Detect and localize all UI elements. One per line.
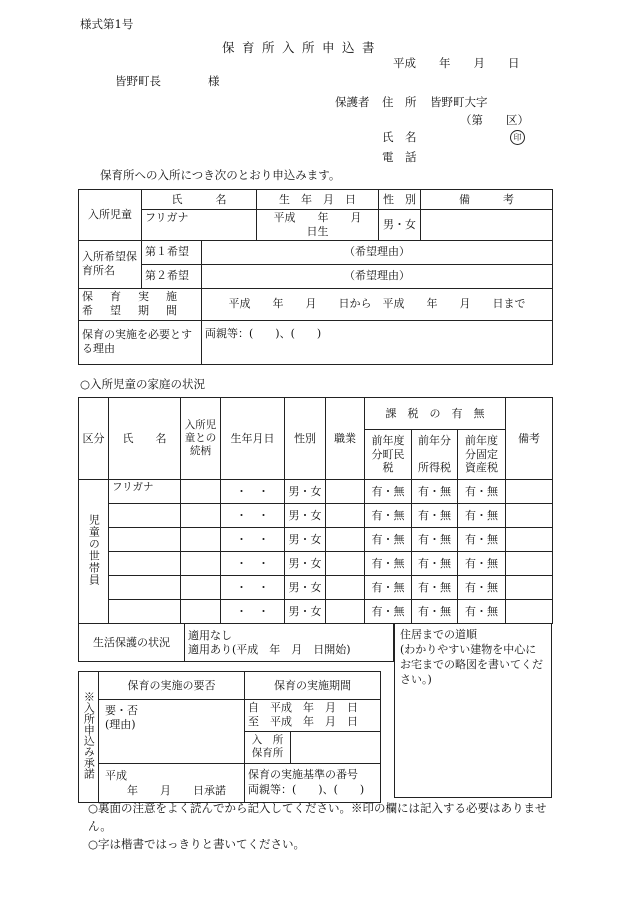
welfare-label: 生活保護の状況 — [79, 624, 185, 662]
form-number: 様式第1号 — [80, 17, 134, 31]
approval-date-era: 平成 — [105, 768, 127, 782]
member-relation-field[interactable] — [181, 504, 221, 528]
standard-number-field[interactable] — [245, 763, 381, 803]
seal-mark: 印 — [510, 129, 525, 145]
table-row — [79, 600, 553, 624]
welfare-option-none: 適用なし — [188, 628, 232, 642]
tax-municipal-header: 前年度分町民税 — [365, 430, 412, 480]
period-label: 保 育 実 施 希 望 期 間 — [79, 288, 202, 320]
member-note-field[interactable] — [506, 528, 553, 552]
member-birth-field[interactable]: ・ ・ — [221, 480, 285, 504]
member-note-field[interactable] — [506, 552, 553, 576]
preferred-facility-label: 入所希望保育所名 — [79, 240, 142, 288]
name-label: 氏 名 — [382, 130, 417, 144]
col-name-header: 氏 名 — [142, 190, 257, 210]
name-header: 氏 名 — [109, 398, 181, 480]
member-sex-field[interactable]: 男・女 — [285, 504, 326, 528]
route-instructions: (わかりやすい建物を中心にお宅までの略図を書いてください。) — [400, 642, 543, 686]
approval-date-value: 年 月 日承諾 — [127, 783, 226, 797]
member-sex-field[interactable]: 男・女 — [285, 528, 326, 552]
member-note-field[interactable] — [506, 480, 553, 504]
tax-header: 課 税 の 有 無 — [365, 398, 506, 430]
member-tax1-field[interactable]: 有・無 — [365, 528, 412, 552]
member-note-field[interactable] — [506, 576, 553, 600]
member-tax3-field[interactable]: 有・無 — [458, 576, 506, 600]
relation-header: 入所児童との続柄 — [181, 398, 221, 480]
second-choice-label: 第２希望 — [142, 264, 202, 288]
member-name-field[interactable] — [109, 576, 181, 600]
child-name-field[interactable] — [142, 210, 257, 241]
job-header: 職業 — [326, 398, 365, 480]
standard-number-value: 両親等：( )、( ) — [248, 782, 365, 796]
member-tax3-field[interactable]: 有・無 — [458, 552, 506, 576]
member-job-field[interactable] — [326, 504, 365, 528]
district-field: （第 区） — [460, 113, 529, 127]
member-name-field[interactable] — [109, 552, 181, 576]
member-job-field[interactable] — [326, 576, 365, 600]
member-relation-field[interactable] — [181, 528, 221, 552]
member-birth-field[interactable]: ・ ・ — [221, 552, 285, 576]
table-row — [79, 480, 553, 504]
member-tax3-field[interactable]: 有・無 — [458, 504, 506, 528]
kubun-header: 区分 — [79, 398, 109, 480]
table-row — [79, 576, 553, 600]
approval-date-field[interactable] — [99, 763, 245, 803]
need-field[interactable] — [99, 700, 245, 764]
member-job-field[interactable] — [326, 528, 365, 552]
col-birth-header: 生 年 月 日 — [257, 190, 379, 210]
table-row — [79, 528, 553, 552]
member-tax1-field[interactable]: 有・無 — [365, 504, 412, 528]
child-label: 入所児童 — [79, 190, 142, 241]
note-1: ○裏面の注意をよく読んでから記入してください。※印の欄には記入する必要はありません。 — [88, 801, 547, 833]
member-name-field[interactable] — [109, 600, 181, 624]
member-tax1-field[interactable]: 有・無 — [365, 576, 412, 600]
member-sex-field[interactable]: 男・女 — [285, 480, 326, 504]
household-label: 児童の世帯員 — [79, 480, 109, 624]
col-note-header: 備 考 — [421, 190, 553, 210]
tax-property-header: 前年度分固定資産税 — [458, 430, 506, 480]
first-choice-field[interactable]: （希望理由） — [202, 240, 553, 264]
member-tax2-field[interactable]: 有・無 — [412, 600, 458, 624]
member-name-field[interactable] — [109, 528, 181, 552]
period-to: 至 平成 年 月 日 — [248, 715, 358, 729]
member-tax1-field[interactable]: 有・無 — [365, 480, 412, 504]
application-table — [78, 189, 553, 365]
address-value: 皆野町大字 — [430, 95, 488, 109]
tax-income-header: 前年分 所得税 — [412, 430, 458, 480]
approval-period-field[interactable] — [245, 700, 381, 732]
member-birth-field[interactable]: ・ ・ — [221, 576, 285, 600]
member-tax2-field[interactable]: 有・無 — [412, 480, 458, 504]
member-job-field[interactable] — [326, 600, 365, 624]
welfare-table — [78, 623, 394, 662]
note-2: ○字は楷書ではっきりと書いてください。 — [88, 837, 306, 851]
second-choice-field[interactable]: （希望理由） — [202, 264, 553, 288]
member-name-field[interactable] — [109, 504, 181, 528]
need-reason-label: 保育の実施を必要とする理由 — [79, 320, 202, 364]
approval-side-label: ※入所申込み承諾 — [79, 672, 99, 803]
member-relation-field[interactable] — [181, 576, 221, 600]
member-note-field[interactable] — [506, 600, 553, 624]
member-sex-field[interactable]: 男・女 — [285, 552, 326, 576]
facility-label: 入 所保育所 — [245, 731, 291, 763]
member-birth-field[interactable]: ・ ・ — [221, 600, 285, 624]
need-value: 要・否 — [105, 704, 138, 717]
table-row — [79, 552, 553, 576]
need-header: 保育の実施の要否 — [99, 672, 245, 700]
first-choice-label: 第１希望 — [142, 240, 202, 264]
birth-header: 生年月日 — [221, 398, 285, 480]
member-tax3-field[interactable]: 有・無 — [458, 528, 506, 552]
member-relation-field[interactable] — [181, 600, 221, 624]
addressee: 皆野町長 — [115, 74, 161, 88]
standard-number-label: 保育の実施基準の番号 — [248, 768, 358, 782]
member-tax1-field[interactable]: 有・無 — [365, 552, 412, 576]
furigana-label: フリガナ — [145, 211, 189, 224]
sex-header: 性別 — [285, 398, 326, 480]
need-reason-field[interactable]: 両親等：( )、( ) — [202, 320, 553, 364]
route-title: 住居までの道順 — [400, 628, 477, 641]
child-note-field[interactable] — [421, 210, 553, 241]
member-sex-field[interactable]: 男・女 — [285, 600, 326, 624]
phone-label: 電 話 — [382, 150, 417, 164]
member-tax3-field[interactable]: 有・無 — [458, 480, 506, 504]
member-tax1-field[interactable]: 有・無 — [365, 600, 412, 624]
member-relation-field[interactable] — [181, 480, 221, 504]
member-note-field[interactable] — [506, 504, 553, 528]
period-field[interactable]: 平成 年 月 日から 平成 年 月 日まで — [202, 288, 553, 320]
member-tax2-field[interactable]: 有・無 — [412, 576, 458, 600]
member-name-field[interactable] — [109, 480, 181, 504]
form-title: 保育所入所申込書 — [222, 40, 383, 55]
note-header: 備考 — [506, 398, 553, 480]
family-table — [78, 397, 553, 624]
addressee-suffix: 様 — [208, 74, 220, 88]
member-tax2-field[interactable]: 有・無 — [412, 504, 458, 528]
child-birth-field[interactable]: 平成 年 月 日生 — [257, 210, 379, 241]
guardian-label: 保護者 — [335, 95, 370, 109]
member-tax3-field[interactable]: 有・無 — [458, 600, 506, 624]
welfare-field[interactable] — [185, 624, 394, 662]
family-section-title: ○入所児童の家庭の状況 — [80, 377, 206, 391]
child-sex-field[interactable]: 男・女 — [379, 210, 421, 241]
approval-table — [78, 671, 381, 803]
route-box[interactable] — [394, 623, 552, 798]
col-sex-header: 性 別 — [379, 190, 421, 210]
application-date: 平成 年 月 日 — [393, 56, 520, 70]
member-job-field[interactable] — [326, 552, 365, 576]
intro-text: 保育所への入所につき次のとおり申込みます。 — [100, 168, 341, 182]
member-tax2-field[interactable]: 有・無 — [412, 528, 458, 552]
period-header: 保育の実施期間 — [245, 672, 381, 700]
table-row — [79, 504, 553, 528]
member-job-field[interactable] — [326, 480, 365, 504]
welfare-option-applied: 適用あり(平成 年 月 日開始) — [188, 642, 351, 656]
period-from: 自 平成 年 月 日 — [248, 701, 358, 714]
member-birth-field[interactable]: ・ ・ — [221, 528, 285, 552]
member-birth-field[interactable]: ・ ・ — [221, 504, 285, 528]
furigana-label: フリガナ — [112, 481, 154, 493]
member-tax2-field[interactable]: 有・無 — [412, 552, 458, 576]
member-relation-field[interactable] — [181, 552, 221, 576]
address-label: 住 所 — [382, 95, 417, 109]
need-reason: (理由) — [105, 717, 136, 731]
facility-field[interactable] — [291, 731, 381, 763]
member-sex-field[interactable]: 男・女 — [285, 576, 326, 600]
